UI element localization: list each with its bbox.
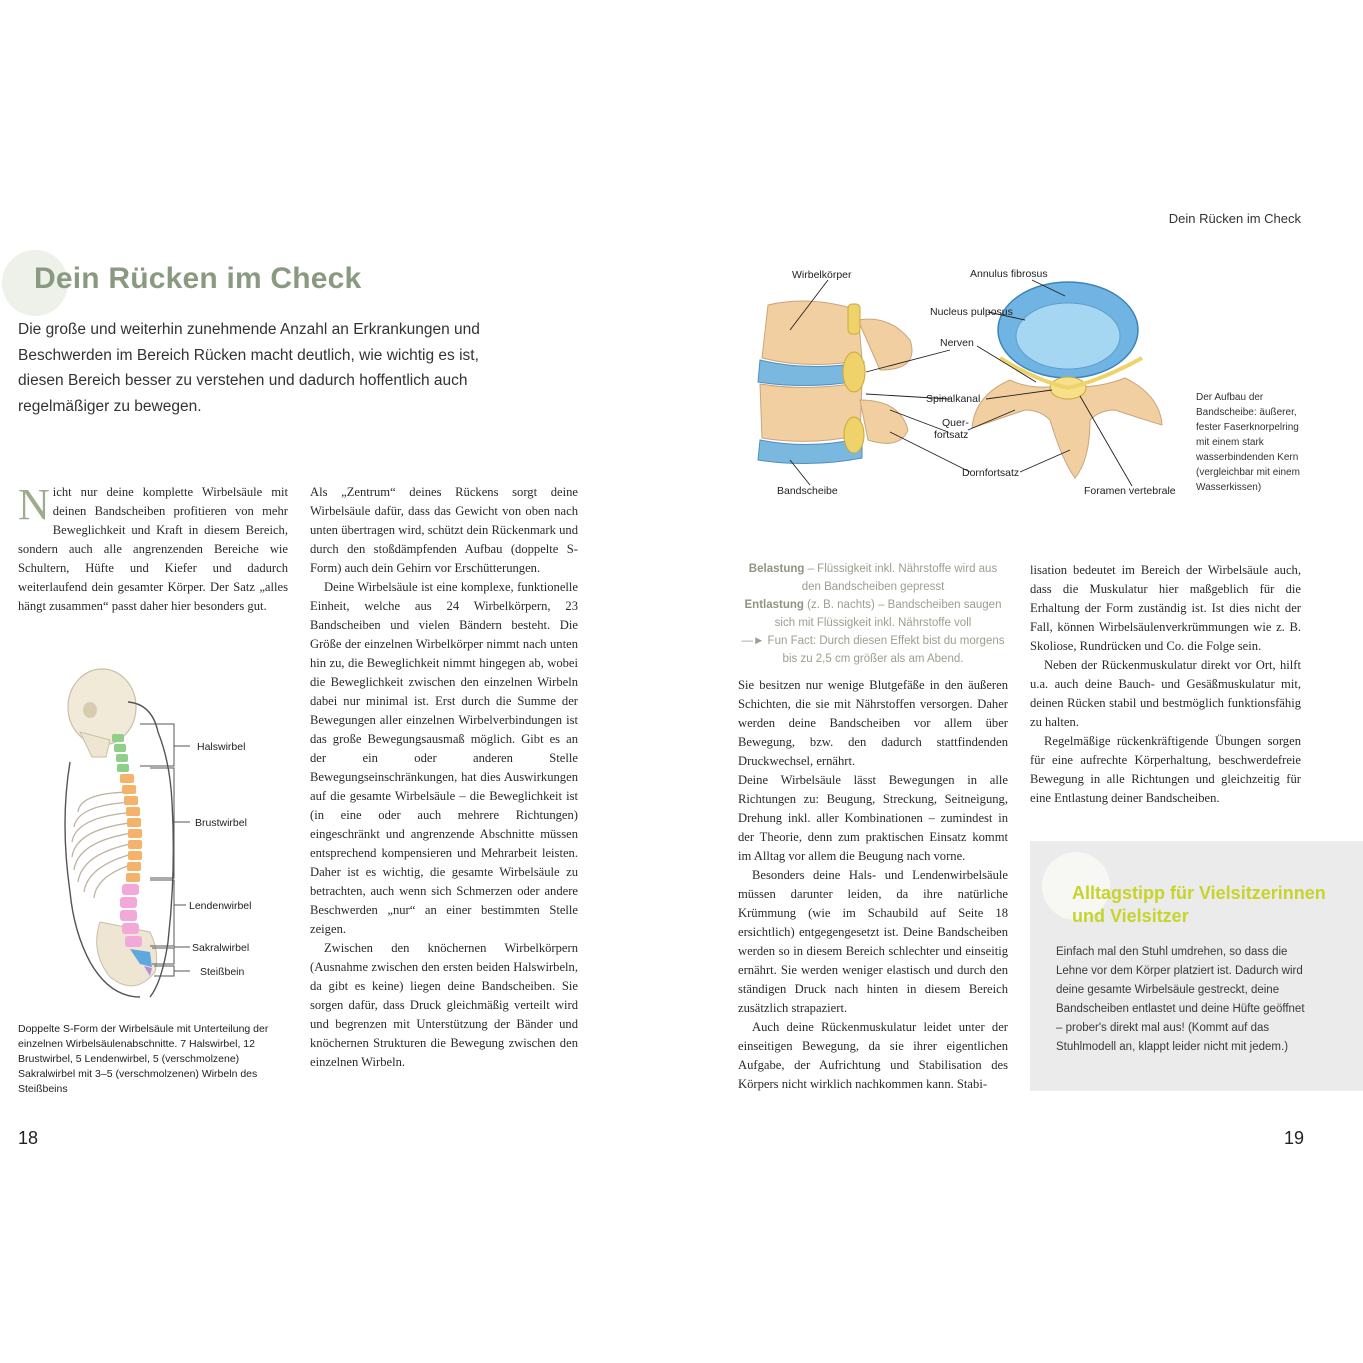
note-entlastung-term: Entlastung bbox=[744, 599, 804, 611]
note-line-1 bbox=[738, 560, 1008, 596]
process-lower bbox=[860, 400, 908, 443]
label-lendenwirbel: Lendenwirbel bbox=[189, 900, 252, 912]
col1-paragraph: icht nur deine komplette Wirbelsäule mit deinen Bandscheiben profitieren von mehr Beweglichkeit und Kraft in diesem Bereich, sondern auch alle angrenzenden Bereiche wie Schultern, Hüfte und Kiefer und dadurch weiterlaufend dein gesamter Körper. Der Satz „alles hängt zusammen“ passt daher hier besonders gut. bbox=[18, 485, 288, 613]
intro-text: Die große und weiterhin zunehmende Anzahl an Erkrankungen und Beschwerden im Bereich Rücken macht deutlich, wie wichtig es ist, diesen Bereich besser zu verstehen und dadurch hoffentlich auch regelmäßiger zu bewegen. bbox=[18, 321, 480, 415]
label-brustwirbel: Brustwirbel bbox=[195, 817, 247, 829]
page-number-right: 19 bbox=[1284, 1128, 1305, 1148]
note-fun-fact: —► Fun Fact: Durch diesen Effekt bist du morgens bis zu 2,5 cm größer als am Abend. bbox=[741, 635, 1005, 665]
label-bandscheibe: Bandscheibe bbox=[777, 485, 838, 497]
col4-paragraph-2: Neben der Rückenmuskulatur direkt vor Ort, hilft u.a. auch deine Bauch- und Gesäßmuskulatur mit, deinen Rücken stabil und bestmöglich funktionsfähig zu halten. bbox=[1030, 658, 1301, 729]
col3-paragraph-4: Auch deine Rückenmuskulatur leidet unter der einseitigen Bewegung, da sie ihrer eigentlichen Aufgabe, der Aufrichtung und Stabilisation des Körpers nicht wirklich nachkommen kann. Stabi- bbox=[738, 1020, 1008, 1091]
nerve-lower bbox=[844, 417, 864, 453]
col3-paragraph-3: Besonders deine Hals- und Lendenwirbelsäule müssen darunter leiden, da ihre natürliche Krümmung (wie im Schaubild auf Seite 18 ersichtlich) entgegengesetzt ist. Deine Bandscheiben werden so in diesem Bereich schlechter und einseitig ernährt. Sie werden weniger elastisch und durch den ständigen Druck nach hinten in diesem Bereich zusätzlich strapaziert. bbox=[738, 868, 1008, 1015]
disc-anatomy-illustration bbox=[750, 260, 1190, 505]
col3-paragraph-2: Deine Wirbelsäule lässt Bewegungen in alle Richtungen zu: Beugung, Streckung, Seitneigung, Drehung inkl. aller Kombinationen – zumindest in der Theorie, denn zum praktischen Einsatz kommt im Alltag vor allem die Beugung nach vorne. bbox=[738, 773, 1008, 863]
label-steissbein: Steißbein bbox=[200, 966, 245, 978]
nerve-middle bbox=[843, 352, 865, 392]
label-halswirbel: Halswirbel bbox=[197, 741, 246, 753]
skull-shape bbox=[68, 669, 136, 745]
nucleus-pulposus-shape bbox=[1016, 303, 1120, 369]
load-note bbox=[738, 560, 1008, 668]
text-column-4 bbox=[1030, 561, 1301, 808]
label-nerven: Nerven bbox=[940, 337, 974, 349]
col2-paragraph-2: Deine Wirbelsäule ist eine komplexe, funktionelle Einheit, welche aus 24 Wirbelkörpern, 23 Bandscheiben und vielen Bändern besteht. Die Größe der einzelnen Wirbelkörper nimmt nach unten hin zu, die Beweglichkeit nimmt hingegen ab, wobei die Beweglichkeit zwischen den einzelnen Wirbeln dabei nur minimal ist. Erst durch die Summe der Bewegungen aller einzelnen Wirbelverbindungen ist das große Bewegungsausmaß möglich. Gibt es an der ein oder anderen Stelle Bewegungseinschränkungen, hat dies Auswirkungen auf die gesamte Wirbelsäule – die Beweglichkeit ist (in eine oder auch mehrere Richtungen) eingeschränkt und angrenzende Abschnitte müssen entsprechend kompensieren und Mehrarbeit leisten. Daher ist es wichtig, die gesamte Wirbelsäule zu betrachten, auch wenn sich Schmerzen oder andere Beschwerden „nur“ an einer bestimmten Stelle zeigen. bbox=[310, 580, 578, 936]
col3-paragraph-1: Sie besitzen nur wenige Blutgefäße in den äußeren Schichten, die sie mit Nährstoffen versorgen. Daher werden deine Bandscheiben vor allem über Bewegung, bzw. den dadurch stattfindenden Druckwechsel, ernährt. bbox=[738, 678, 1008, 768]
col2-paragraph-3: Zwischen den knöchernen Wirbelkörpern (Ausnahme zwischen den ersten beiden Halswirbeln, da gibt es keine) liegen deine Bandscheiben. Sie sorgen dafür, dass Druck gleichmäßig verteilt wird und begrenzen mit Unterstützung der Bänder und knöchernen Strukturen die Bewegung zwischen den einzelnen Wirbeln. bbox=[310, 941, 578, 1069]
thoracic-vertebrae bbox=[120, 774, 142, 882]
label-querfortsatz-2: fortsatz bbox=[934, 429, 969, 441]
cervical-vertebrae bbox=[112, 734, 129, 772]
label-spinalkanal: Spinalkanal bbox=[926, 393, 981, 405]
spine-caption: Doppelte S-Form der Wirbelsäule mit Unterteilung der einzelnen Wirbelsäulenabschnitte. 7 Halswirbel, 12 Brustwirbel, 5 Lendenwirbel, 5 (verschmolzene) Sakralwirbel mit 3–5 (verschmolzenen) Wirbeln des Steißbeins bbox=[18, 1023, 269, 1095]
label-sakralwirbel: Sakralwirbel bbox=[192, 942, 250, 954]
spine-illustration bbox=[40, 662, 300, 1007]
page-number-left: 18 bbox=[18, 1128, 39, 1148]
label-foramen-vertebrale: Foramen vertebrale bbox=[1084, 485, 1176, 497]
tip-text: Einfach mal den Stuhl umdrehen, so dass die Lehne vor dem Körper platziert ist. Dadurch wird deine gesamte Wirbelsäule gestreckt, deine Bandscheiben entlastet und deine Hüfte geöffnet – prober's direkt mal aus! (Kommt auf das Stuhlmodell an, klappt leider nicht mit jedem.) bbox=[1056, 946, 1305, 1053]
text-column-2 bbox=[310, 483, 578, 1072]
note-belastung-term: Belastung bbox=[748, 563, 805, 575]
text-column-3 bbox=[738, 676, 1008, 1094]
vertebral-body-upper bbox=[762, 301, 862, 365]
nerve-upper bbox=[848, 304, 860, 334]
label-querfortsatz-1: Quer- bbox=[942, 417, 969, 429]
eye-socket bbox=[83, 702, 97, 718]
label-wirbelkoerper: Wirbelkörper bbox=[792, 269, 852, 281]
col4-paragraph-3: Regelmäßige rückenkräftigende Übungen sorgen für eine aufrechte Körperhaltung, beschwerdefreie Bewegung in alle Richtungen und gleichzeitig für eine Entlastung deiner Bandscheiben. bbox=[1030, 734, 1301, 805]
drop-cap: N bbox=[18, 480, 50, 529]
disc-caption: Der Aufbau der Bandscheibe: äußerer, fester Faserknorpelring mit einem stark wasserbindenden Kern (vergleichbar mit einem Wasserkissen) bbox=[1196, 392, 1300, 493]
label-annulus-fibrosus: Annulus fibrosus bbox=[970, 268, 1048, 280]
note-entlastung-text: (z. B. nachts) – Bandscheiben saugen sich mit Flüssigkeit inkl. Nährstoffe voll bbox=[774, 599, 1002, 629]
text-column-1 bbox=[18, 480, 288, 616]
running-head: Dein Rücken im Check bbox=[1168, 211, 1301, 226]
label-nucleus-pulposus: Nucleus pulposus bbox=[930, 306, 1013, 318]
page-title: Dein Rücken im Check bbox=[34, 262, 362, 295]
tip-title: Alltagstipp für Vielsitzerinnen und Vielsitzer bbox=[1072, 883, 1326, 926]
label-dornfortsatz: Dornfortsatz bbox=[962, 467, 1020, 479]
note-line-2 bbox=[738, 596, 1008, 632]
col2-paragraph-1: Als „Zentrum“ deines Rückens sorgt deine Wirbelsäule dafür, dass das Gewicht von oben nach unten übertragen wird, schützt dein Rückenmark und durch den stoßdämpfenden Aufbau (doppelte S-Form) auch dein Gehirn vor Erschütterungen. bbox=[310, 485, 578, 575]
col4-paragraph-1: lisation bedeutet im Bereich der Wirbelsäule auch, dass die Muskulatur hier maßgeblich für die Erhaltung der Form zuständig ist. Ist dies nicht der Fall, können Wirbelsäulenverkrümmungen wie z. B. Skoliose, Rundrücken und Co. die Folge sein. bbox=[1030, 563, 1301, 653]
note-belastung-text: – Flüssigkeit inkl. Nährstoffe wird aus den Bandscheiben gepresst bbox=[801, 563, 998, 593]
